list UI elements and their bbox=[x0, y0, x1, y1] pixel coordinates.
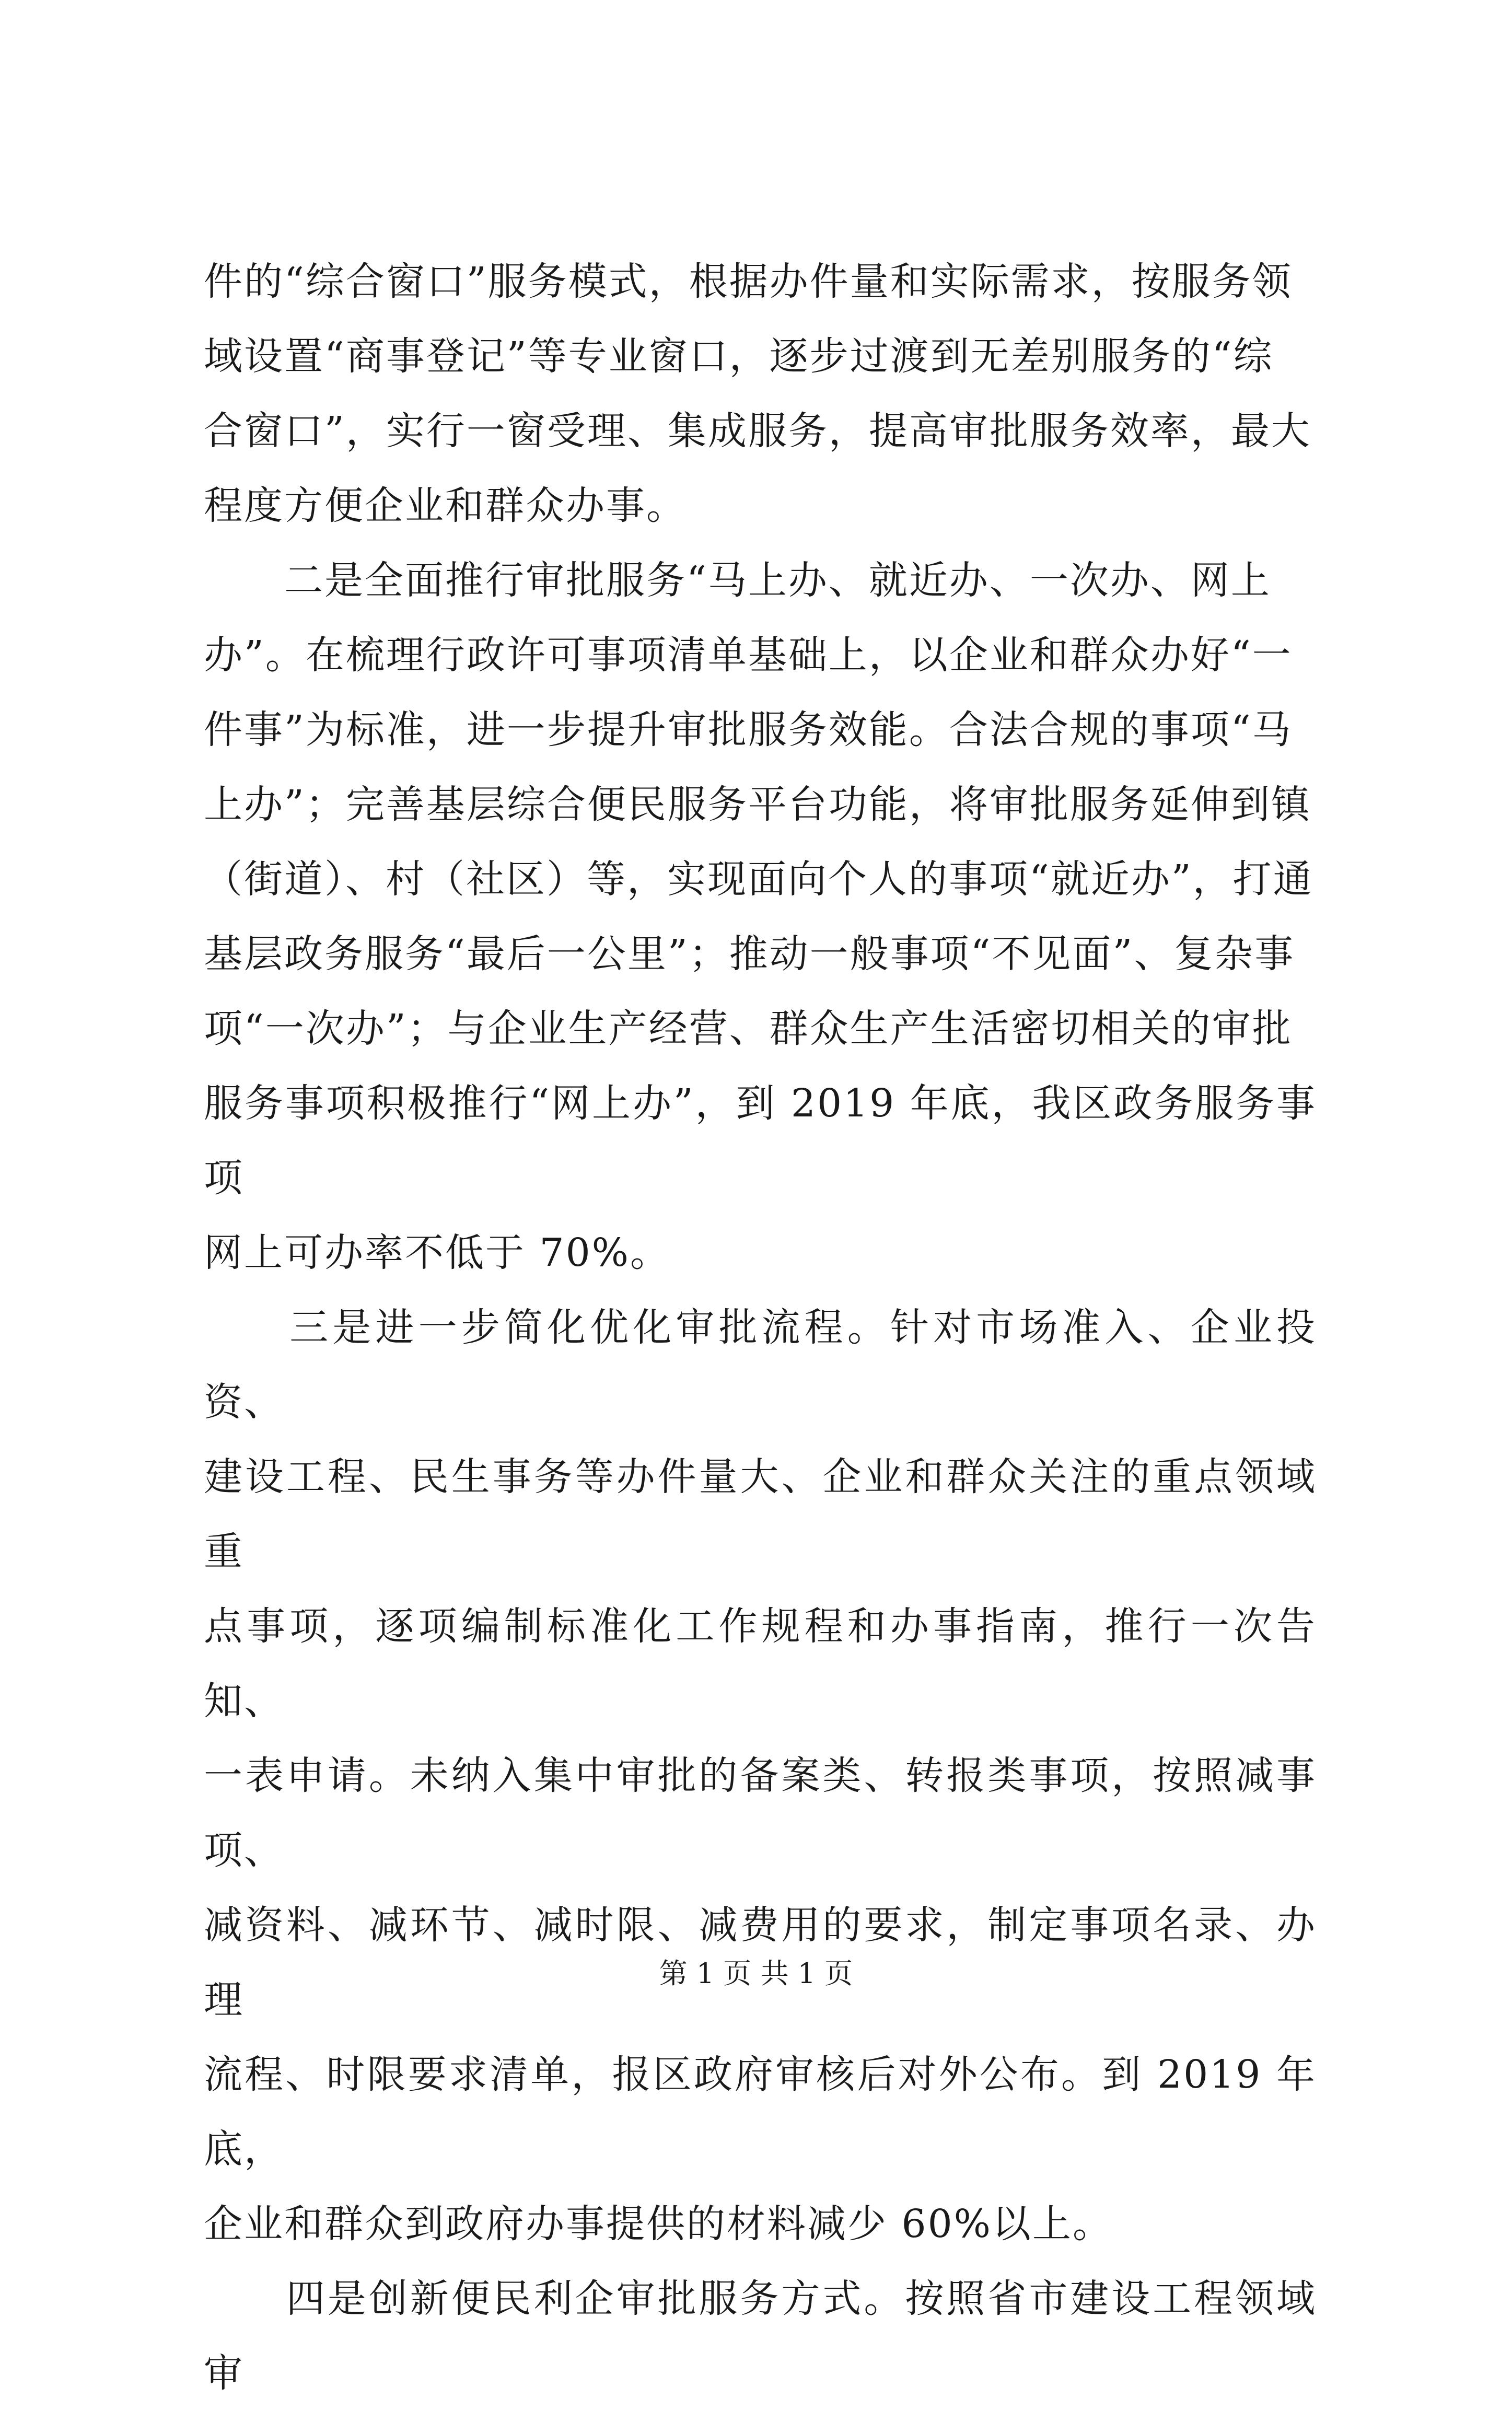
text-line: 流程、时限要求清单，报区政府审核后对外公布。到 2019 年底， bbox=[204, 2052, 1317, 2172]
text-line: 程度方便企业和群众办事。 bbox=[204, 483, 687, 528]
text-line: 建设工程、民生事务等办件量大、企业和群众关注的重点领域重 bbox=[204, 1454, 1317, 1574]
text-line: 四是创新便民利企审批服务方式。按照省市建设工程领域审 bbox=[204, 2276, 1317, 2396]
text-line: （街道）、村（社区）等，实现面向个人的事项“就近办”，打通 bbox=[204, 857, 1313, 902]
text-line: 企业和群众到政府办事提供的材料减少 60%以上。 bbox=[204, 2202, 1113, 2246]
text-line: 基层政务服务“最后一公里”；推动一般事项“不见面”、复杂事 bbox=[204, 931, 1295, 976]
text-line: 减资料、减环节、减时限、减费用的要求，制定事项名录、办理 bbox=[204, 1903, 1317, 2022]
text-line: 上办”；完善基层综合便民服务平台功能，将审批服务延伸到镇 bbox=[204, 782, 1311, 827]
page-footer bbox=[0, 1951, 1512, 1991]
text-line: 网上可办率不低于 70%。 bbox=[204, 1230, 670, 1275]
text-line: 点事项，逐项编制标准化工作规程和办事指南，推行一次告知、 bbox=[204, 1604, 1317, 1723]
page-number-label: 第 1 页 共 1 页 bbox=[659, 1957, 853, 1990]
text-line: 一表申请。未纳入集中审批的备案类、转报类事项，按照减事项、 bbox=[204, 1753, 1317, 1873]
text-line: 件的“综合窗口”服务模式，根据办件量和实际需求，按服务领 bbox=[204, 259, 1293, 304]
text-line: 二是全面推行审批服务“马上办、就近办、一次办、网上 bbox=[204, 558, 1271, 603]
text-line: 合窗口”，实行一窗受理、集成服务，提高审批服务效率，最大 bbox=[204, 409, 1311, 453]
text-line: 办”。在梳理行政许可事项清单基础上，以企业和群众办好“一 bbox=[204, 633, 1293, 678]
text-line: 件事”为标准，进一步提升审批服务效能。合法合规的事项“马 bbox=[204, 707, 1293, 752]
text-line: 域设置“商事登记”等专业窗口，逐步过渡到无差别服务的“综 bbox=[204, 334, 1274, 379]
text-line: 服务事项积极推行“网上办”，到 2019 年底，我区政务服务事项 bbox=[204, 1081, 1317, 1201]
text-line: 三是进一步简化优化审批流程。针对市场准入、企业投资、 bbox=[204, 1305, 1317, 1425]
text-line: 项“一次办”；与企业生产经营、群众生产生活密切相关的审批 bbox=[204, 1006, 1293, 1051]
document-body bbox=[204, 244, 1317, 2411]
